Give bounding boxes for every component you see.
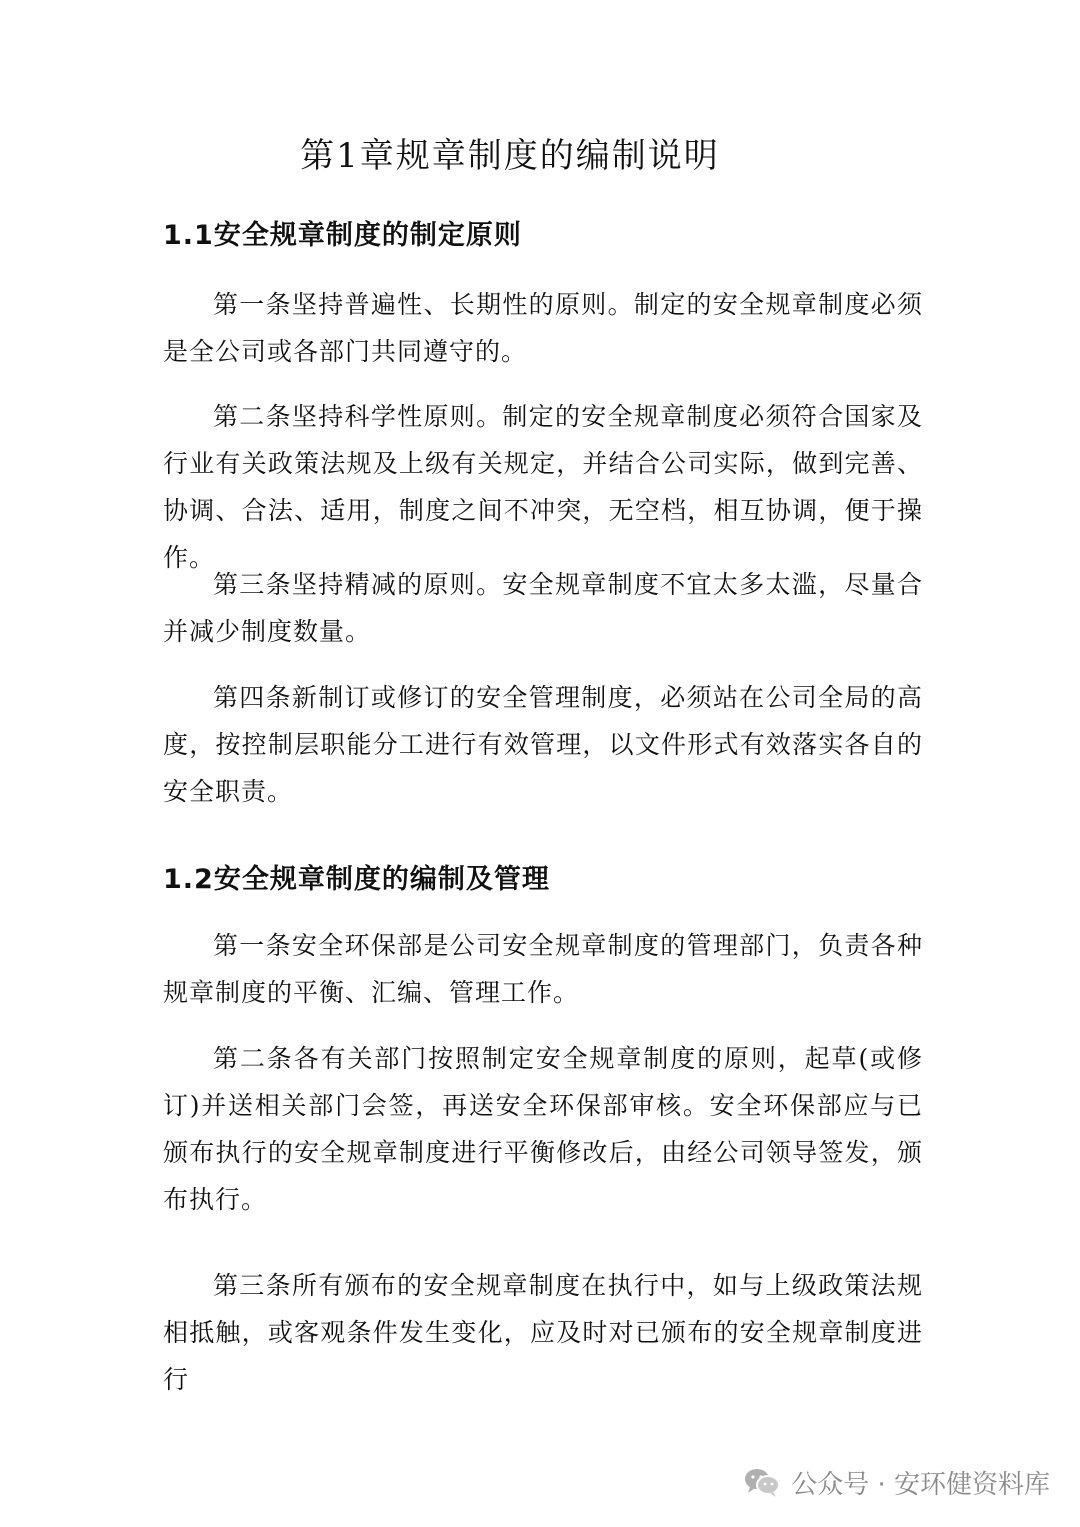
section-heading-2: 1.2安全规章制度的编制及管理 (163, 864, 550, 895)
paragraph-2-2: 第二条各有关部门按照制定安全规章制度的原则，起草(或修订)并送相关部门会签，再送安全环保部审核。安全环保部应与已颁布执行的安全规章制度进行平衡修改后，由经公司领导签发，颁布执行。 (163, 1044, 923, 1214)
page-title: 第1章规章制度的编制说明 (300, 136, 720, 176)
paragraph-1-4: 第四条新制订或修订的安全管理制度，必须站在公司全局的高度，按控制层职能分工进行有效管理，以文件形式有效落实各自的安全职责。 (163, 683, 923, 806)
paragraph-1-3: 第三条坚持精减的原则。安全规章制度不宜太多太滥，尽量合并减少制度数量。 (163, 570, 923, 646)
paragraph-1-2: 第二条坚持科学性原则。制定的安全规章制度必须符合国家及行业有关政策法规及上级有关规定，并结合公司实际，做到完善、协调、合法、适用，制度之间不冲突，无空档，相互协调，便于操作。 (163, 402, 923, 572)
paragraph-1-1: 第一条坚持普遍性、长期性的原则。制定的安全规章制度必须是全公司或各部门共同遵守的。 (163, 290, 923, 366)
watermark-text: 公众号 · 安环健资料库 (791, 1469, 1050, 1500)
watermark (743, 1460, 1050, 1504)
paragraph-2-3: 第三条所有颁布的安全规章制度在执行中，如与上级政策法规相抵触，或客观条件发生变化，应及时对已颁布的安全规章制度进行 (163, 1271, 923, 1394)
paragraph-2-1: 第一条安全环保部是公司安全规章制度的管理部门，负责各种规章制度的平衡、汇编、管理工作。 (163, 931, 923, 1007)
section-heading-1: 1.1安全规章制度的制定原则 (163, 220, 522, 251)
wechat-icon (743, 1466, 781, 1498)
